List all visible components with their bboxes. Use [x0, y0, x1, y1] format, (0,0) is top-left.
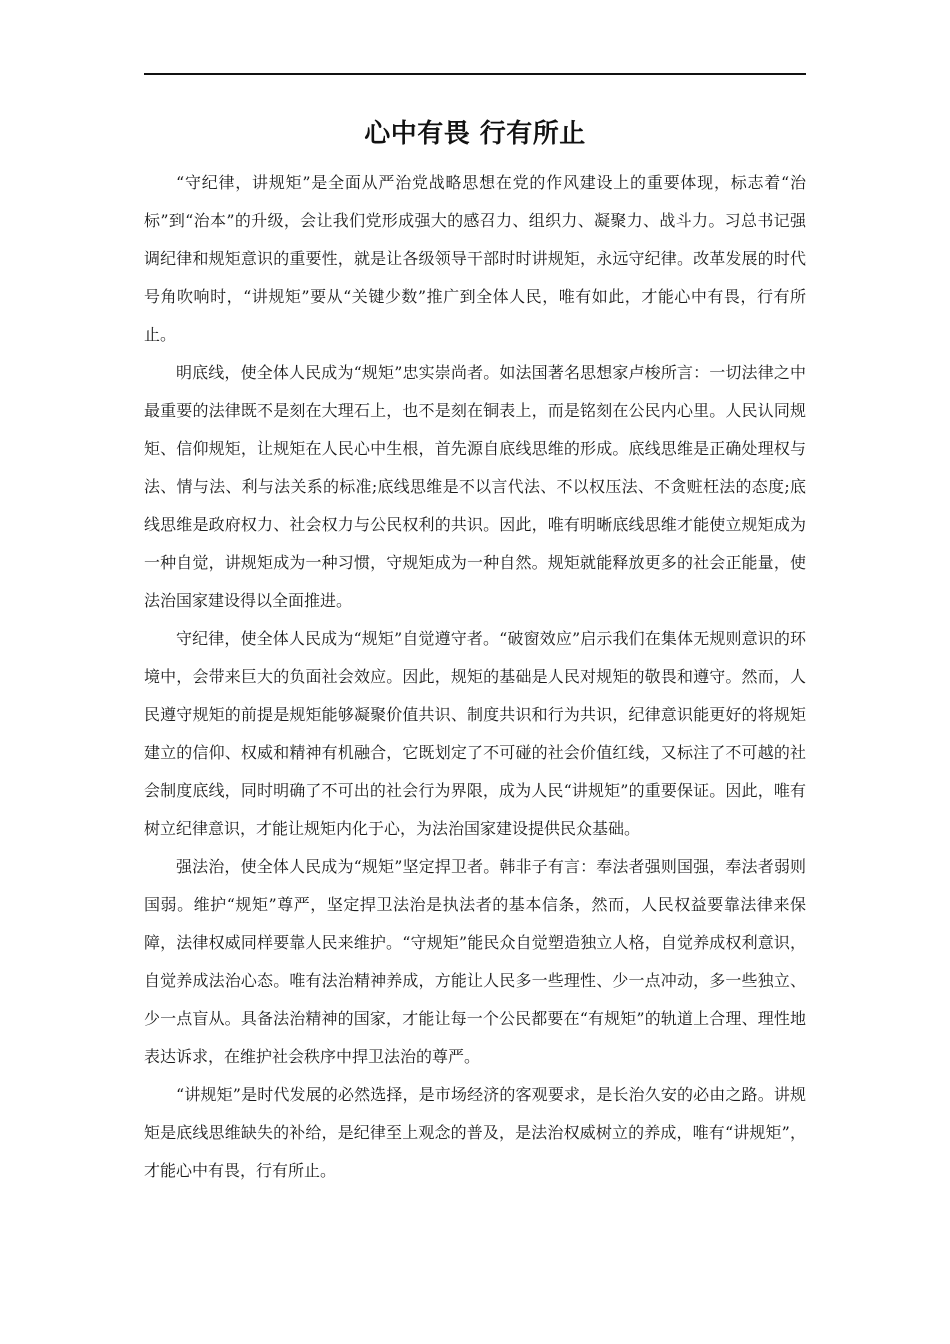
document-title: 心中有畏 行有所止: [364, 119, 586, 149]
paragraph-intro: “守纪律，讲规矩”是全面从严治党战略思想在党的作风建设上的重要体现，标志着“治标”到“治本”的升级，会让我们党形成强大的感召力、组织力、凝聚力、战斗力。习总书记强调纪律和规矩意识的重要性，就是让各级领导干部时时讲规矩，永远守纪律。改革发展的时代号角吹响时，“讲规矩”要从“关键少数”推广到全体人民，唯有如此，才能心中有畏，行有所止。: [144, 173, 806, 344]
document-body: [144, 164, 806, 1190]
paragraph-discipline: 守纪律，使全体人民成为“规矩”自觉遵守者。“破窗效应”启示我们在集体无规则意识的环境中，会带来巨大的负面社会效应。因此，规矩的基础是人民对规矩的敬畏和遵守。然而，人民遵守规矩的前提是规矩能够凝聚价值共识、制度共识和行为共识，纪律意识能更好的将规矩建立的信仰、权威和精神有机融合，它既划定了不可碰的社会价值红线，又标注了不可越的社会制度底线，同时明确了不可出的社会行为界限，成为人民“讲规矩”的重要保证。因此，唯有树立纪律意识，才能让规矩内化于心，为法治国家建设提供民众基础。: [144, 629, 806, 838]
paragraph-bottom-line: 明底线，使全体人民成为“规矩”忠实崇尚者。如法国著名思想家卢梭所言：一切法律之中最重要的法律既不是刻在大理石上，也不是刻在铜表上，而是铭刻在公民内心里。人民认同规矩、信仰规矩，让规矩在人民心中生根，首先源自底线思维的形成。底线思维是正确处理权与法、情与法、利与法关系的标准;底线思维是不以言代法、不以权压法、不贪赃枉法的态度;底线思维是政府权力、社会权力与公民权利的共识。因此，唯有明晰底线思维才能使立规矩成为一种自觉，讲规矩成为一种习惯，守规矩成为一种自然。规矩就能释放更多的社会正能量，使法治国家建设得以全面推进。: [144, 363, 806, 610]
header-rule: [144, 73, 806, 75]
paragraph-rule-of-law: 强法治，使全体人民成为“规矩”坚定捍卫者。韩非子有言：奉法者强则国强，奉法者弱则国弱。维护“规矩”尊严，坚定捍卫法治是执法者的基本信条，然而，人民权益要靠法律来保障，法律权威同样要靠人民来维护。“守规矩”能民众自觉塑造独立人格，自觉养成权利意识，自觉养成法治心态。唯有法治精神养成，方能让人民多一些理性、少一点冲动，多一些独立、少一点盲从。具备法治精神的国家，才能让每一个公民都要在“有规矩”的轨道上合理、理性地表达诉求，在维护社会秩序中捍卫法治的尊严。: [144, 857, 806, 1066]
paragraph-conclusion: “讲规矩”是时代发展的必然选择，是市场经济的客观要求，是长治久安的必由之路。讲规矩是底线思维缺失的补给，是纪律至上观念的普及，是法治权威树立的养成，唯有“讲规矩”，才能心中有畏，行有所止。: [144, 1085, 806, 1180]
